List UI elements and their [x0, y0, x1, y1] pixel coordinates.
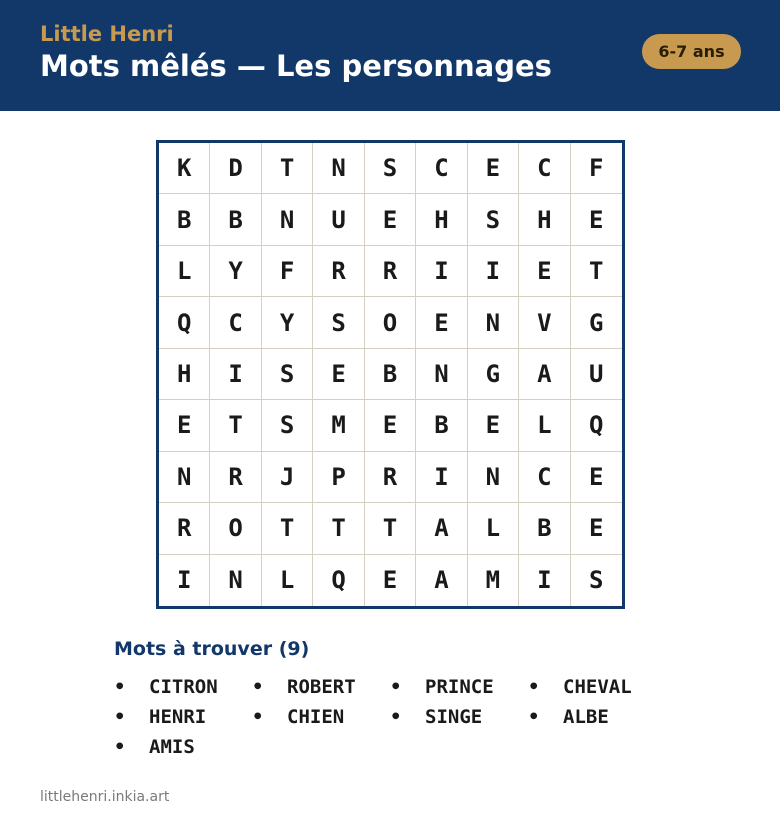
brand-name: Little Henri: [40, 22, 174, 46]
grid-cell[interactable]: E: [365, 194, 416, 245]
grid-cell[interactable]: E: [365, 555, 416, 606]
grid-cell[interactable]: H: [416, 194, 467, 245]
grid-cell[interactable]: M: [468, 555, 519, 606]
grid-cell[interactable]: N: [468, 452, 519, 503]
grid-cell[interactable]: N: [262, 194, 313, 245]
grid-cell[interactable]: E: [571, 452, 622, 503]
grid-cell[interactable]: Q: [159, 297, 210, 348]
grid-cell[interactable]: I: [416, 452, 467, 503]
grid-cell[interactable]: F: [571, 143, 622, 194]
footer-url: littlehenri.inkia.art: [40, 789, 170, 805]
grid-cell[interactable]: U: [313, 194, 364, 245]
word-item: [390, 702, 528, 732]
grid-cell[interactable]: P: [313, 452, 364, 503]
word-label: AMIS: [149, 736, 195, 758]
word-item: [528, 702, 666, 732]
grid-cell[interactable]: G: [571, 297, 622, 348]
header-banner: [0, 0, 780, 111]
word-item: [252, 702, 390, 732]
grid-cell[interactable]: E: [571, 503, 622, 554]
grid-cell[interactable]: E: [365, 400, 416, 451]
grid-cell[interactable]: N: [468, 297, 519, 348]
grid-cell[interactable]: L: [468, 503, 519, 554]
bullet-icon: •: [390, 706, 402, 728]
grid-cell[interactable]: E: [571, 194, 622, 245]
bullet-icon: •: [114, 736, 126, 758]
grid-cell[interactable]: B: [365, 349, 416, 400]
grid-cell[interactable]: D: [210, 143, 261, 194]
age-badge: 6-7 ans: [642, 34, 741, 69]
grid-cell[interactable]: S: [313, 297, 364, 348]
grid-cell[interactable]: N: [313, 143, 364, 194]
grid-cell[interactable]: R: [210, 452, 261, 503]
grid-cell[interactable]: B: [210, 194, 261, 245]
grid-cell[interactable]: O: [210, 503, 261, 554]
word-label: CHEVAL: [563, 676, 632, 698]
word-label: SINGE: [425, 706, 483, 728]
grid-cell[interactable]: H: [519, 194, 570, 245]
grid-cell[interactable]: Q: [571, 400, 622, 451]
word-label: CITRON: [149, 676, 218, 698]
grid-cell[interactable]: T: [365, 503, 416, 554]
grid-cell[interactable]: G: [468, 349, 519, 400]
grid-cell[interactable]: E: [313, 349, 364, 400]
grid-cell[interactable]: F: [262, 246, 313, 297]
grid-cell[interactable]: E: [468, 400, 519, 451]
grid-cell[interactable]: S: [262, 349, 313, 400]
grid-cell[interactable]: R: [313, 246, 364, 297]
grid-cell[interactable]: V: [519, 297, 570, 348]
grid-cell[interactable]: Q: [313, 555, 364, 606]
grid-cell[interactable]: Y: [210, 246, 261, 297]
word-item: [114, 732, 252, 762]
grid-cell[interactable]: T: [210, 400, 261, 451]
word-item: [114, 702, 252, 732]
word-item: [252, 672, 390, 702]
grid-cell[interactable]: R: [365, 452, 416, 503]
grid-cell[interactable]: K: [159, 143, 210, 194]
bullet-icon: •: [114, 706, 126, 728]
word-label: HENRI: [149, 706, 207, 728]
grid-cell[interactable]: R: [365, 246, 416, 297]
word-label: ROBERT: [287, 676, 356, 698]
word-item: [114, 672, 252, 702]
grid-cell[interactable]: E: [468, 143, 519, 194]
grid-cell[interactable]: S: [468, 194, 519, 245]
grid-cell[interactable]: T: [262, 143, 313, 194]
grid-cell[interactable]: I: [519, 555, 570, 606]
grid-cell[interactable]: I: [468, 246, 519, 297]
grid-cell[interactable]: R: [159, 503, 210, 554]
grid-cell[interactable]: L: [519, 400, 570, 451]
grid-cell[interactable]: Y: [262, 297, 313, 348]
bullet-icon: •: [528, 706, 540, 728]
grid-cell[interactable]: T: [571, 246, 622, 297]
grid-cell[interactable]: C: [210, 297, 261, 348]
word-label: PRINCE: [425, 676, 494, 698]
grid-cell[interactable]: S: [262, 400, 313, 451]
word-label: CHIEN: [287, 706, 345, 728]
grid-cell[interactable]: N: [416, 349, 467, 400]
word-search-grid: [156, 140, 625, 609]
bullet-icon: •: [528, 676, 540, 698]
word-label: ALBE: [563, 706, 609, 728]
grid-cell[interactable]: T: [262, 503, 313, 554]
words-list: [114, 672, 666, 762]
grid-cell[interactable]: I: [210, 349, 261, 400]
grid-cell[interactable]: B: [519, 503, 570, 554]
grid-cell[interactable]: U: [571, 349, 622, 400]
grid-cell[interactable]: L: [262, 555, 313, 606]
words-list-title: Mots à trouver (9): [114, 638, 310, 660]
grid-cell[interactable]: T: [313, 503, 364, 554]
grid-cell[interactable]: C: [519, 452, 570, 503]
word-item: [390, 672, 528, 702]
bullet-icon: •: [114, 676, 126, 698]
grid-cell[interactable]: H: [159, 349, 210, 400]
grid-cell[interactable]: E: [519, 246, 570, 297]
grid-cell[interactable]: N: [210, 555, 261, 606]
grid-cell[interactable]: I: [159, 555, 210, 606]
grid-cell[interactable]: C: [416, 143, 467, 194]
bullet-icon: •: [390, 676, 402, 698]
grid-cell[interactable]: E: [416, 297, 467, 348]
bullet-icon: •: [252, 676, 264, 698]
grid-cell[interactable]: B: [416, 400, 467, 451]
grid-cell[interactable]: C: [519, 143, 570, 194]
grid-cell[interactable]: A: [416, 555, 467, 606]
grid-cell[interactable]: J: [262, 452, 313, 503]
grid-cell[interactable]: S: [365, 143, 416, 194]
grid-cell[interactable]: N: [159, 452, 210, 503]
grid-cell[interactable]: A: [416, 503, 467, 554]
grid-cell[interactable]: B: [159, 194, 210, 245]
grid-cell[interactable]: I: [416, 246, 467, 297]
grid-cell[interactable]: S: [589, 566, 604, 595]
grid-cell[interactable]: E: [159, 400, 210, 451]
grid-cell[interactable]: A: [519, 349, 570, 400]
grid-cell[interactable]: M: [313, 400, 364, 451]
word-item: [528, 672, 666, 702]
bullet-icon: •: [252, 706, 264, 728]
grid-cell[interactable]: L: [159, 246, 210, 297]
grid-cell[interactable]: O: [365, 297, 416, 348]
page-title: Mots mêlés — Les personnages: [40, 49, 552, 83]
